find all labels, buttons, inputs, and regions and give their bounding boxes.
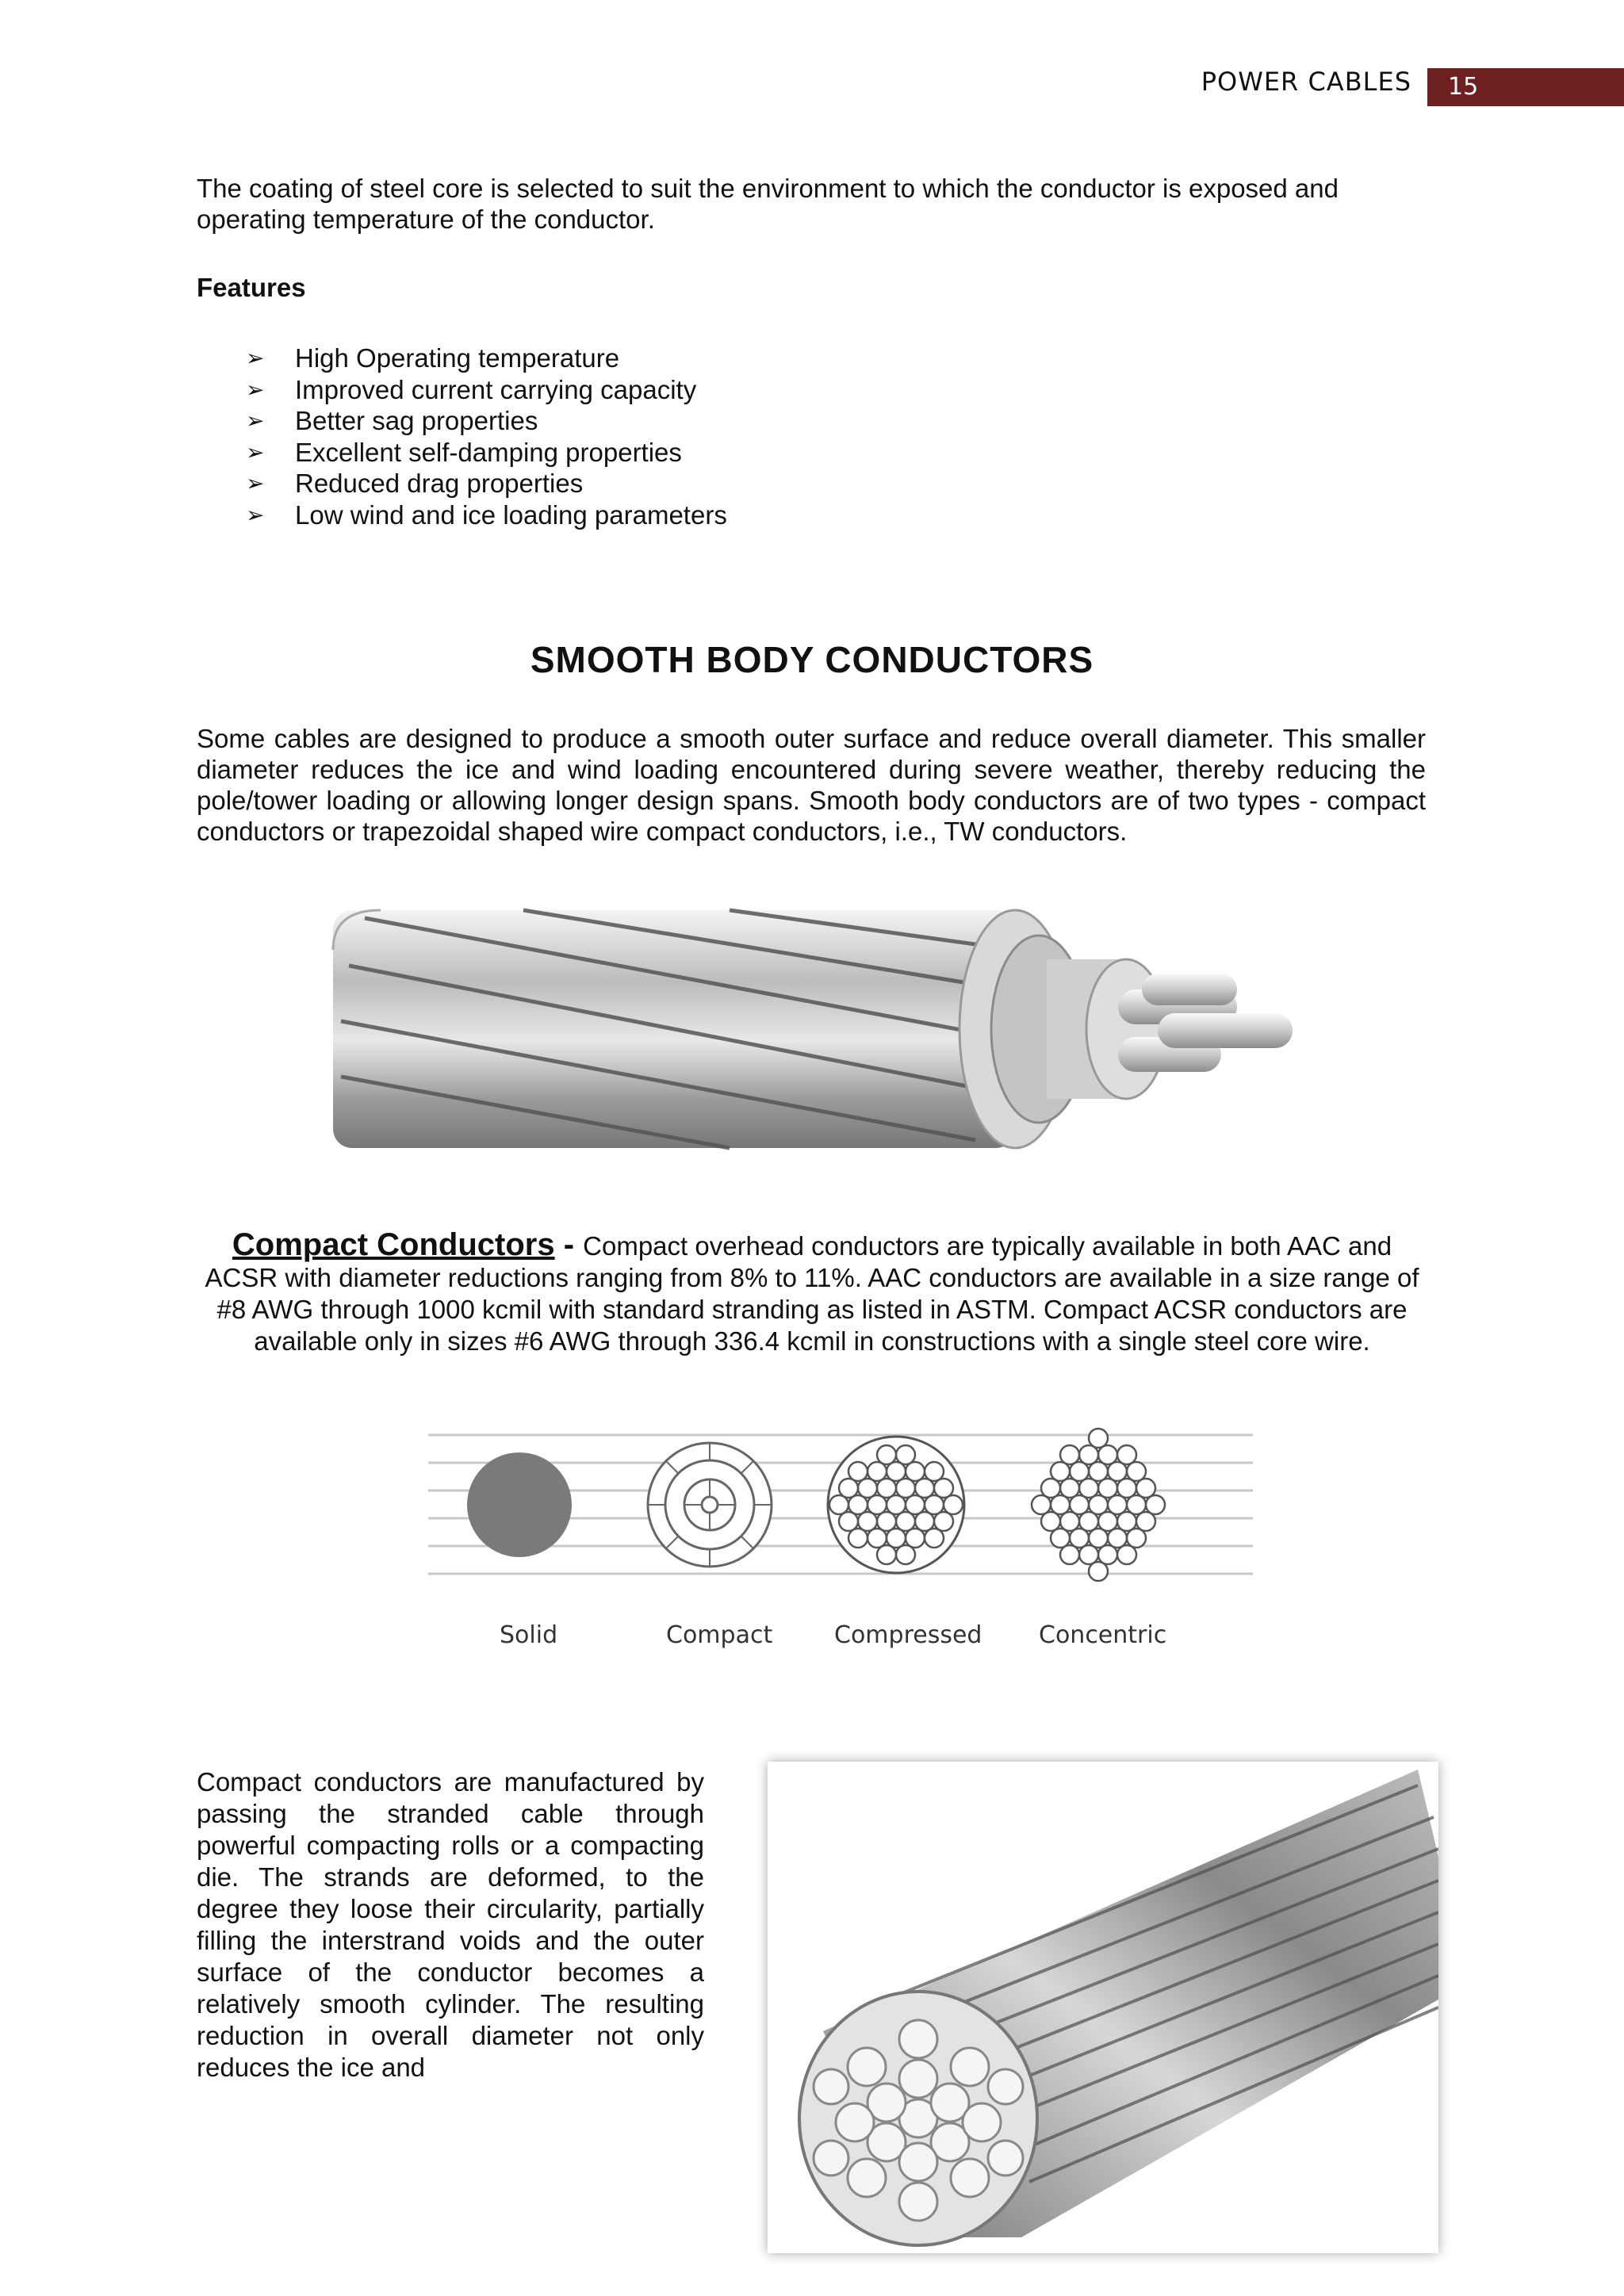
arrow-bullet-icon: ➢ (246, 502, 265, 527)
compact-conductors-paragraph (197, 1229, 1427, 1357)
compact-conductors-text: Compact overhead conductors are typically available in both AAC and ACSR with diameter reductions ranging from 8% to 11%. AAC conductors are available in a size range of #8 AWG through 1000 kcmil with standard stranding as listed in ASTM. Compact ACSR conductors are available only in sizes #6 AWG through 336.4 kcmil in constructions with a single steel core wire. (205, 1231, 1419, 1356)
arrow-bullet-icon: ➢ (246, 408, 265, 433)
features-list-item (246, 342, 727, 374)
feature-label: Better sag properties (295, 406, 538, 435)
arrow-bullet-icon: ➢ (246, 439, 265, 465)
cross-section-label-compressed: Compressed (834, 1621, 982, 1649)
features-list-item (246, 405, 727, 437)
compact-conductors-title: Compact Conductors (232, 1227, 555, 1262)
feature-label: High Operating temperature (295, 343, 620, 373)
compact-conductors-dash: - (554, 1227, 584, 1262)
feature-label: Excellent self-damping properties (295, 437, 682, 467)
arrow-bullet-icon: ➢ (246, 377, 265, 402)
arrow-bullet-icon: ➢ (246, 346, 265, 370)
section-heading-smooth-body: SMOOTH BODY CONDUCTORS (530, 639, 1094, 680)
features-list-item (246, 468, 727, 499)
features-list-item (246, 437, 727, 469)
features-list (246, 342, 727, 530)
intro-paragraph: The coating of steel core is selected to suit the environment to which the conductor is exposed and operating temperature of the conductor. (197, 174, 1339, 234)
compact-conductor-photo (768, 1762, 1438, 2253)
smooth-body-paragraph: Some cables are designed to produce a smooth outer surface and reduce overall diameter. This smaller diameter reduces the ice and wind loading encountered during severe weather, thereby reducing the pole/tower loading or allowing longer design spans. Smooth body conductors are of two types - compact conductors or trapezoidal shaped wire compact conductors, i.e., TW conductors. (197, 724, 1426, 846)
running-header-title: POWER CABLES (1201, 67, 1411, 97)
cross-section-label-concentric: Concentric (1039, 1621, 1167, 1649)
page-number-box (1427, 68, 1624, 106)
conductor-cross-sections-figure (428, 1419, 1253, 1681)
features-heading: Features (197, 273, 306, 302)
arrow-bullet-icon: ➢ (246, 471, 265, 496)
features-list-item (246, 374, 727, 406)
feature-label: Improved current carrying capacity (295, 374, 697, 404)
feature-label: Low wind and ice loading parameters (295, 499, 727, 530)
stranded-conductor-illustration (317, 902, 1316, 1156)
page-number: 15 (1448, 73, 1479, 101)
manufacturing-paragraph: Compact conductors are manufactured by passing the stranded cable through powerful compacting rolls or a compacting die. The strands are deformed, to the degree they loose their circularity, partially filling the interstrand voids and the outer surface of the conductor becomes a relatively smooth cylinder. The resulting reduction in overall diameter not only reduces the ice and (197, 1767, 704, 2082)
cross-section-label-compact: Compact (666, 1621, 773, 1649)
cross-section-label-solid: Solid (500, 1621, 558, 1649)
feature-label: Reduced drag properties (295, 469, 584, 498)
features-list-item (246, 499, 727, 531)
